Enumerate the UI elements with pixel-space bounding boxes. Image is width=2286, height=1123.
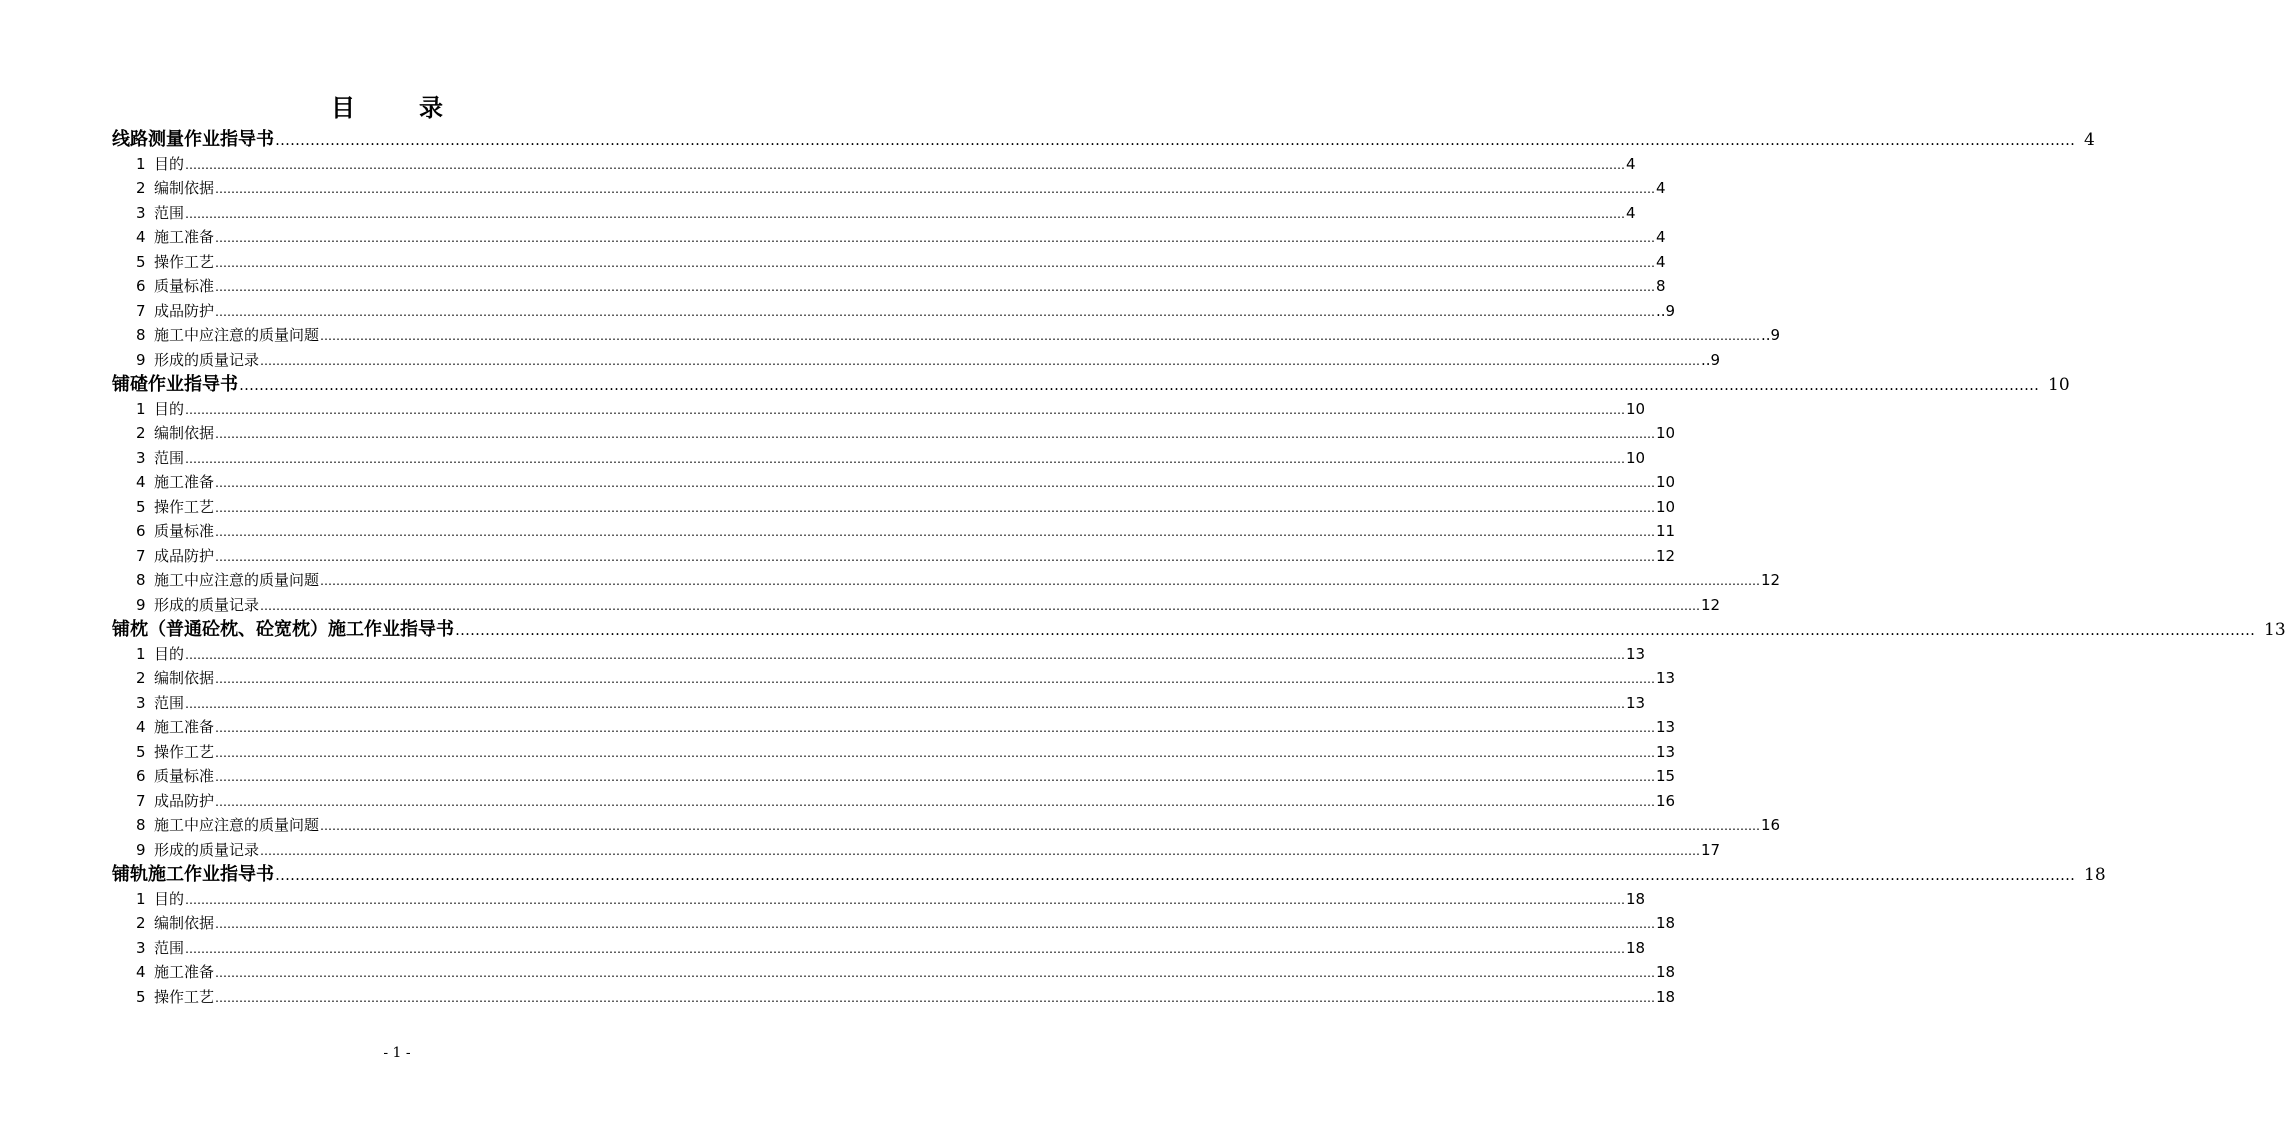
toc-item-entry[interactable] (136, 839, 1721, 862)
dot-leader: ……………………………………………………………………………………………………………………………………………………………………………………………………………………………………………………………………………………………………………………………… (215, 794, 1656, 809)
dot-leader: ……………………………………………………………………………………………………………………………………………………………………………………………………………………………………………………………………………………………………………………………… (185, 941, 1626, 956)
dot-leader: ……………………………………………………………………………………………………………………………………………………………………………………………………………………………………………………………………………………………………………………………… (260, 843, 1701, 858)
toc-section-page: 4 (2084, 130, 2095, 150)
toc-item-label (136, 324, 319, 346)
toc-item-page: 12 (1656, 546, 1676, 565)
toc-item-text: 成品防护 (154, 546, 215, 565)
toc-item-text: 施工中应注意的质量问题 (154, 571, 320, 589)
toc-item-entry[interactable] (136, 251, 1666, 274)
toc-section-page: 18 (2084, 865, 2106, 885)
toc-item-page: 13 (1656, 718, 1676, 736)
toc-item-label (136, 520, 214, 542)
toc-item-entry[interactable] (136, 496, 1676, 519)
toc-item-text: 目的 (154, 644, 185, 663)
toc-item-label (136, 447, 184, 469)
toc-item-text: 施工准备 (154, 718, 215, 736)
dot-leader: ……………………………………………………………………………………………………………………………………………………………………………………………………………………………………………………………………………………………………………………………… (215, 549, 1656, 564)
toc-section-page: 10 (2048, 375, 2070, 395)
toc-item-text: 施工中应注意的质量问题 (154, 816, 320, 834)
toc-item-number: 2 (136, 424, 146, 442)
dot-leader: ……………………………………………………………………………………………………………………………………………………………………………………………………………………………………………………………………………………………………………………………… (239, 376, 2039, 394)
dot-leader: ……………………………………………………………………………………………………………………………………………………………………………………………………………………………………………………………………………………………………………………………… (260, 598, 1701, 613)
toc-item-entry[interactable] (136, 422, 1676, 445)
toc-item-page: 13 (1656, 669, 1676, 687)
toc-item-number: 5 (136, 987, 146, 1006)
toc-item-entry[interactable] (136, 226, 1666, 249)
toc-item-entry[interactable] (136, 300, 1676, 323)
toc-item-label (136, 716, 214, 738)
toc-item-text: 质量标准 (154, 767, 215, 785)
toc-item-label (136, 692, 184, 714)
dot-leader: ……………………………………………………………………………………………………………………………………………………………………………………………………………………………………………………………………………………………………………………………… (215, 990, 1656, 1005)
toc-item-page: ..9 (1761, 326, 1781, 344)
dot-leader: ……………………………………………………………………………………………………………………………………………………………………………………………………………………………………………………………………………………………………………………………… (185, 647, 1626, 662)
toc-item-entry[interactable] (136, 153, 1636, 176)
toc-item-entry[interactable] (136, 961, 1676, 984)
toc-item-label (136, 275, 214, 297)
toc-item-entry[interactable] (136, 349, 1721, 372)
toc-item-entry[interactable] (136, 177, 1666, 200)
toc-item-entry[interactable] (136, 741, 1676, 764)
toc-item-number: 1 (136, 154, 146, 173)
toc-item-text: 目的 (154, 399, 185, 418)
toc-item-label (136, 177, 214, 199)
toc-item-entry[interactable] (136, 447, 1646, 470)
toc-item-label (136, 471, 214, 493)
toc-item-label (136, 422, 214, 444)
dot-leader: ……………………………………………………………………………………………………………………………………………………………………………………………………………………………………………………………………………………………………………………………… (260, 353, 1701, 368)
toc-section-entry[interactable] (112, 373, 2070, 397)
dot-leader: ……………………………………………………………………………………………………………………………………………………………………………………………………………………………………………………………………………………………………………………………… (185, 892, 1626, 907)
toc-item-entry[interactable] (136, 790, 1676, 813)
toc-section-entry[interactable] (112, 863, 2106, 887)
toc-item-number: 4 (136, 228, 146, 246)
toc-item-text: 形成的质量记录 (154, 350, 260, 369)
dot-leader: ……………………………………………………………………………………………………………………………………………………………………………………………………………………………………………………………………………………………………………………………… (215, 280, 1656, 294)
toc-item-entry[interactable] (136, 594, 1721, 617)
toc-item-text: 范围 (154, 448, 185, 467)
toc-item-text: 成品防护 (154, 791, 215, 810)
toc-item-label (136, 961, 214, 983)
dot-leader: ……………………………………………………………………………………………………………………………………………………………………………………………………………………………………………………………………………………………………………………………… (215, 672, 1656, 686)
toc-item-page: 4 (1656, 252, 1666, 271)
toc-item-text: 施工中应注意的质量问题 (154, 326, 320, 344)
toc-item-label (136, 496, 214, 518)
toc-item-entry[interactable] (136, 324, 1781, 347)
toc-item-label (136, 765, 214, 787)
toc-item-text: 编制依据 (154, 669, 215, 687)
toc-item-entry[interactable] (136, 275, 1666, 298)
toc-item-page: 12 (1701, 595, 1721, 614)
toc-item-text: 编制依据 (154, 914, 215, 932)
toc-item-page: 11 (1656, 522, 1676, 540)
toc-item-entry[interactable] (136, 569, 1781, 592)
toc-item-page: 10 (1656, 473, 1676, 491)
dot-leader: ……………………………………………………………………………………………………………………………………………………………………………………………………………………………………………………………………………………………………………………………… (215, 427, 1656, 441)
toc-item-number: 8 (136, 326, 146, 344)
dot-leader: ……………………………………………………………………………………………………………………………………………………………………………………………………………………………………………………………………………………………………………………………… (455, 621, 2255, 639)
toc-item-entry[interactable] (136, 937, 1646, 960)
toc-item-text: 质量标准 (154, 277, 215, 295)
toc-item-number: 2 (136, 179, 146, 197)
dot-leader: ……………………………………………………………………………………………………………………………………………………………………………………………………………………………………………………………………………………………………………………………… (320, 329, 1761, 343)
toc-item-page: 10 (1626, 399, 1646, 418)
toc-item-page: 16 (1761, 816, 1781, 834)
toc-item-text: 操作工艺 (154, 742, 215, 761)
toc-item-number: 9 (136, 595, 146, 614)
dot-leader: ……………………………………………………………………………………………………………………………………………………………………………………………………………………………………………………………………………………………………………………………… (215, 304, 1656, 319)
toc-item-page: 4 (1656, 179, 1666, 197)
toc-item-page: 12 (1761, 571, 1781, 589)
toc-item-label (136, 226, 214, 248)
toc-item-entry[interactable] (136, 912, 1676, 935)
toc-title: 目 录 (331, 93, 463, 122)
toc-item-entry[interactable] (136, 888, 1646, 911)
toc-item-page: 10 (1656, 424, 1676, 442)
toc-item-text: 操作工艺 (154, 987, 215, 1006)
toc-item-label (136, 839, 259, 861)
toc-item-number: 4 (136, 473, 146, 491)
toc-item-entry[interactable] (136, 986, 1676, 1009)
toc-item-page: 18 (1656, 987, 1676, 1006)
toc-item-entry[interactable] (136, 202, 1636, 225)
toc-item-page: 18 (1626, 889, 1646, 908)
toc-item-page: 4 (1656, 228, 1666, 246)
dot-leader: ……………………………………………………………………………………………………………………………………………………………………………………………………………………………………………………………………………………………………………………………… (320, 819, 1761, 833)
dot-leader: ……………………………………………………………………………………………………………………………………………………………………………………………………………………………………………………………………………………………………………………………… (185, 696, 1626, 711)
dot-leader: ……………………………………………………………………………………………………………………………………………………………………………………………………………………………………………………………………………………………………………………………… (215, 182, 1656, 196)
toc-item-number: 5 (136, 742, 146, 761)
dot-leader: ……………………………………………………………………………………………………………………………………………………………………………………………………………………………………………………………………………………………………………………………… (215, 500, 1656, 515)
toc-item-label (136, 398, 184, 420)
toc-item-label (136, 912, 214, 934)
toc-item-label (136, 300, 214, 322)
toc-item-text: 编制依据 (154, 179, 215, 197)
toc-item-text: 操作工艺 (154, 252, 215, 271)
toc-item-number: 3 (136, 203, 146, 222)
toc-item-number: 7 (136, 791, 146, 810)
dot-leader: ……………………………………………………………………………………………………………………………………………………………………………………………………………………………………………………………………………………………………………………………… (215, 745, 1656, 760)
toc-section-title: 铺枕（普通砼枕、砼宽枕）施工作业指导书 (112, 619, 454, 640)
toc-item-page: 15 (1656, 767, 1676, 785)
toc-item-page: 4 (1626, 154, 1636, 173)
toc-item-number: 4 (136, 718, 146, 736)
toc-item-number: 2 (136, 669, 146, 687)
toc-item-number: 1 (136, 399, 146, 418)
dot-leader: ……………………………………………………………………………………………………………………………………………………………………………………………………………………………………………………………………………………………………………………………… (320, 574, 1761, 588)
toc-item-text: 形成的质量记录 (154, 840, 260, 859)
toc-item-label (136, 545, 214, 567)
dot-leader: ……………………………………………………………………………………………………………………………………………………………………………………………………………………………………………………………………………………………………………………………… (215, 255, 1656, 270)
toc-item-number: 5 (136, 497, 146, 516)
toc-item-number: 6 (136, 767, 146, 785)
toc-section-title: 铺碴作业指导书 (112, 374, 238, 395)
toc-item-number: 6 (136, 522, 146, 540)
toc-item-page: 17 (1701, 840, 1721, 859)
toc-item-label (136, 790, 214, 812)
toc-item-number: 9 (136, 840, 146, 859)
toc-item-number: 4 (136, 963, 146, 981)
toc-section-page: 13 (2264, 620, 2286, 640)
dot-leader: ……………………………………………………………………………………………………………………………………………………………………………………………………………………………………………………………………………………………………………………………… (185, 206, 1626, 221)
toc-item-number: 7 (136, 301, 146, 320)
toc-item-label (136, 153, 184, 175)
toc-item-number: 6 (136, 277, 146, 295)
toc-item-number: 3 (136, 938, 146, 957)
toc-item-number: 2 (136, 914, 146, 932)
toc-item-label (136, 814, 319, 836)
toc-item-number: 1 (136, 889, 146, 908)
toc-item-number: 8 (136, 571, 146, 589)
toc-item-label (136, 888, 184, 910)
toc-item-entry[interactable] (136, 716, 1676, 739)
toc-item-label (136, 349, 259, 371)
toc-item-text: 质量标准 (154, 522, 215, 540)
toc-item-label (136, 251, 214, 273)
dot-leader: ……………………………………………………………………………………………………………………………………………………………………………………………………………………………………………………………………………………………………………………………… (185, 402, 1626, 417)
toc-item-text: 编制依据 (154, 424, 215, 442)
toc-item-text: 施工准备 (154, 963, 215, 981)
toc-item-text: 范围 (154, 693, 185, 712)
toc-item-number: 8 (136, 816, 146, 834)
toc-item-text: 成品防护 (154, 301, 215, 320)
dot-leader: ……………………………………………………………………………………………………………………………………………………………………………………………………………………………………………………………………………………………………………………………… (185, 157, 1626, 172)
toc-item-page: ..9 (1701, 350, 1721, 369)
toc-item-text: 目的 (154, 154, 185, 173)
toc-section-title: 铺轨施工作业指导书 (112, 864, 274, 885)
toc-item-page: 10 (1656, 497, 1676, 516)
toc-item-label (136, 667, 214, 689)
toc-item-page: 13 (1656, 742, 1676, 761)
toc-item-number: 5 (136, 252, 146, 271)
toc-item-text: 形成的质量记录 (154, 595, 260, 614)
toc-item-text: 施工准备 (154, 228, 215, 246)
toc-section-title: 线路测量作业指导书 (112, 129, 274, 150)
toc-item-label (136, 741, 214, 763)
toc-item-entry[interactable] (136, 814, 1781, 837)
toc-item-entry[interactable] (136, 471, 1676, 494)
toc-item-entry[interactable] (136, 545, 1676, 568)
dot-leader: ……………………………………………………………………………………………………………………………………………………………………………………………………………………………………………………………………………………………………………………………… (215, 525, 1656, 539)
toc-item-text: 施工准备 (154, 473, 215, 491)
toc-section-entry[interactable] (112, 128, 2095, 152)
toc-item-text: 范围 (154, 203, 185, 222)
toc-item-label (136, 594, 259, 616)
dot-leader: ……………………………………………………………………………………………………………………………………………………………………………………………………………………………………………………………………………………………………………………………… (215, 231, 1656, 245)
toc-item-label (136, 643, 184, 665)
toc-item-label (136, 986, 214, 1008)
toc-item-number: 3 (136, 448, 146, 467)
toc-item-page: 18 (1656, 914, 1676, 932)
dot-leader: ……………………………………………………………………………………………………………………………………………………………………………………………………………………………………………………………………………………………………………………………… (215, 770, 1656, 784)
dot-leader: ……………………………………………………………………………………………………………………………………………………………………………………………………………………………………………………………………………………………………………………………… (275, 131, 2075, 149)
toc-item-page: 16 (1656, 791, 1676, 810)
toc-item-number: 7 (136, 546, 146, 565)
toc-item-entry[interactable] (136, 520, 1676, 543)
dot-leader: ……………………………………………………………………………………………………………………………………………………………………………………………………………………………………………………………………………………………………………………………… (275, 866, 2075, 884)
toc-item-label (136, 202, 184, 224)
dot-leader: ……………………………………………………………………………………………………………………………………………………………………………………………………………………………………………………………………………………………………………………………… (185, 451, 1626, 466)
toc-item-page: 10 (1626, 448, 1646, 467)
toc-item-entry[interactable] (136, 398, 1646, 421)
toc-item-page: 4 (1626, 203, 1636, 222)
dot-leader: ……………………………………………………………………………………………………………………………………………………………………………………………………………………………………………………………………………………………………………………………… (215, 966, 1656, 980)
toc-section-entry[interactable] (112, 618, 2286, 642)
toc-item-page: 18 (1656, 963, 1676, 981)
dot-leader: ……………………………………………………………………………………………………………………………………………………………………………………………………………………………………………………………………………………………………………………………… (215, 721, 1656, 735)
toc-item-entry[interactable] (136, 765, 1676, 788)
toc-item-page: 18 (1626, 938, 1646, 957)
toc-item-label (136, 937, 184, 959)
toc-item-number: 3 (136, 693, 146, 712)
toc-item-page: ..9 (1656, 301, 1676, 320)
toc-item-number: 1 (136, 644, 146, 663)
dot-leader: ……………………………………………………………………………………………………………………………………………………………………………………………………………………………………………………………………………………………………………………………… (215, 917, 1656, 931)
toc-item-text: 范围 (154, 938, 185, 957)
toc-item-text: 操作工艺 (154, 497, 215, 516)
toc-item-entry[interactable] (136, 643, 1646, 666)
toc-item-text: 目的 (154, 889, 185, 908)
dot-leader: ……………………………………………………………………………………………………………………………………………………………………………………………………………………………………………………………………………………………………………………………… (215, 476, 1656, 490)
toc-item-entry[interactable] (136, 667, 1676, 690)
toc-item-page: 8 (1656, 277, 1666, 295)
toc-item-page: 13 (1626, 693, 1646, 712)
toc-item-number: 9 (136, 350, 146, 369)
toc-item-label (136, 569, 319, 591)
toc-item-entry[interactable] (136, 692, 1646, 715)
page-number-footer: - 1 - (383, 1045, 411, 1061)
toc-item-page: 13 (1626, 644, 1646, 663)
